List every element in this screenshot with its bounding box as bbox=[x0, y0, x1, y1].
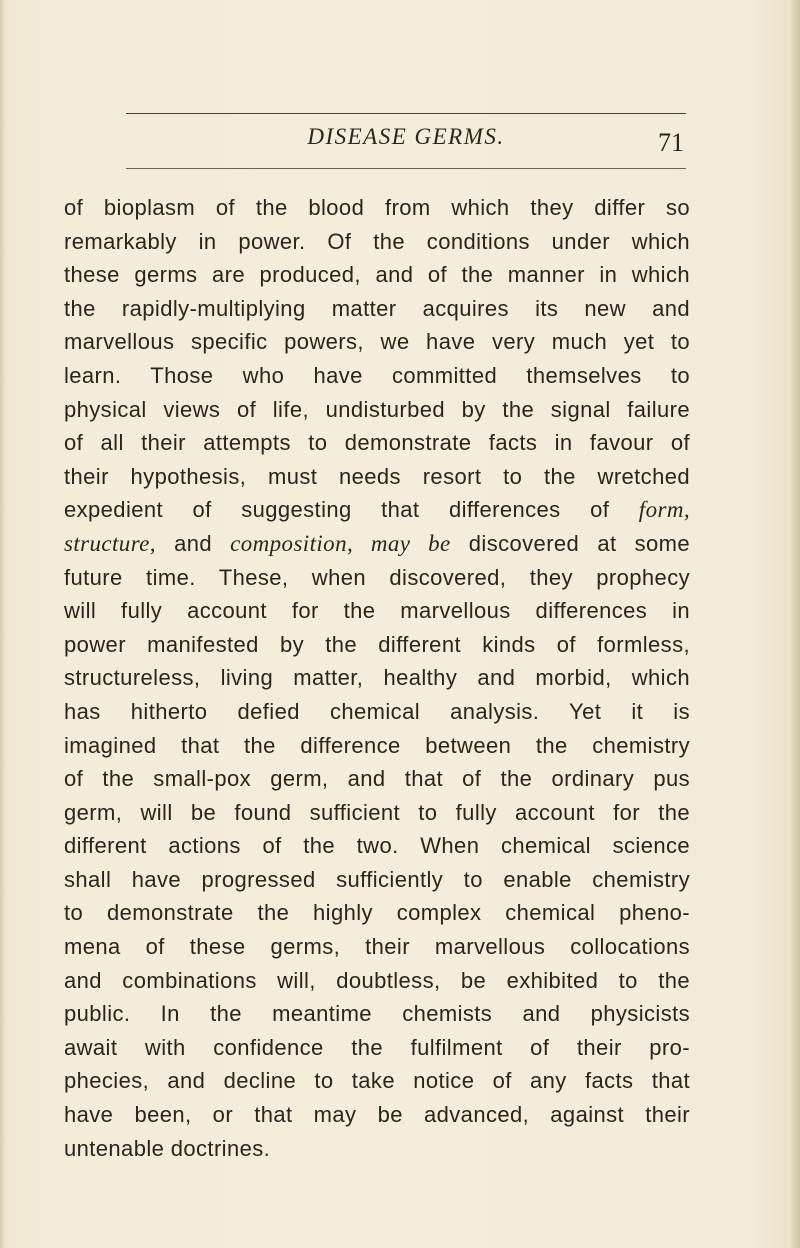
text-line: phecies, and decline to take notice of any facts that bbox=[64, 1068, 690, 1094]
text-line: physical views of life, undisturbed by the signal failure bbox=[64, 396, 690, 422]
text-line: different actions of the two. When chemical science bbox=[64, 833, 690, 859]
page-edge-left bbox=[0, 0, 6, 1248]
text-line: future time. These, when discovered, they prophecy bbox=[64, 564, 690, 590]
body-text bbox=[64, 191, 690, 1165]
text-line: will fully account for the marvellous differences in bbox=[64, 598, 690, 624]
text-line: to demonstrate the highly complex chemical pheno- bbox=[64, 900, 690, 926]
text-line: have been, or that may be advanced, against their bbox=[64, 1102, 690, 1128]
running-head bbox=[126, 124, 686, 160]
text-line: marvellous specific powers, we have very much yet to bbox=[64, 329, 690, 355]
text-segment: discovered at some bbox=[450, 530, 690, 556]
text-line: their hypothesis, must needs resort to the wretched bbox=[64, 463, 690, 489]
text-line: germ, will be found sufficient to fully account for the bbox=[64, 799, 690, 825]
text-line: shall have progressed sufficiently to enable chemistry bbox=[64, 866, 690, 892]
text-line: mena of these germs, their marvellous collocations bbox=[64, 934, 690, 960]
running-title: DISEASE GERMS. bbox=[307, 124, 505, 149]
header-rule-top bbox=[126, 113, 686, 114]
text-line: remarkably in power. Of the conditions under which bbox=[64, 228, 690, 254]
page-number: 71 bbox=[658, 128, 684, 157]
text-line-last: untenable doctrines. bbox=[64, 1135, 271, 1161]
text-line-with-italic bbox=[64, 527, 690, 561]
text-line: power manifested by the different kinds of formless, bbox=[64, 631, 690, 657]
text-segment: and bbox=[155, 530, 231, 556]
italic-word-form: form, bbox=[638, 497, 690, 523]
text-line: of the small-pox germ, and that of the ordinary pus bbox=[64, 766, 690, 792]
text-line: await with confidence the fulfilment of their pro- bbox=[64, 1034, 690, 1060]
italic-word-structure: structure, bbox=[64, 530, 156, 556]
text-line: these germs are produced, and of the manner in which bbox=[64, 262, 690, 288]
text-line: public. In the meantime chemists and physicists bbox=[64, 1001, 690, 1027]
text-line: imagined that the difference between the chemistry bbox=[64, 732, 690, 758]
text-line: learn. Those who have committed themselves to bbox=[64, 362, 690, 388]
text-line: of all their attempts to demonstrate facts in favour of bbox=[64, 430, 690, 456]
text-line: the rapidly-multiplying matter acquires its new and bbox=[64, 295, 690, 321]
page-edge-right bbox=[790, 0, 800, 1248]
header-rule-bottom bbox=[126, 168, 686, 169]
italic-phrase-composition: composition, may be bbox=[230, 530, 451, 556]
text-line: has hitherto defied chemical analysis. Yet it is bbox=[64, 698, 690, 724]
text-line: structureless, living matter, healthy and morbid, which bbox=[64, 665, 690, 691]
text-line: and combinations will, doubtless, be exhibited to the bbox=[64, 967, 690, 993]
text-segment: expedient of suggesting that differences of bbox=[64, 497, 610, 523]
text-line-with-italic bbox=[64, 493, 690, 527]
text-line: of bioplasm of the blood from which they differ so bbox=[64, 195, 690, 220]
